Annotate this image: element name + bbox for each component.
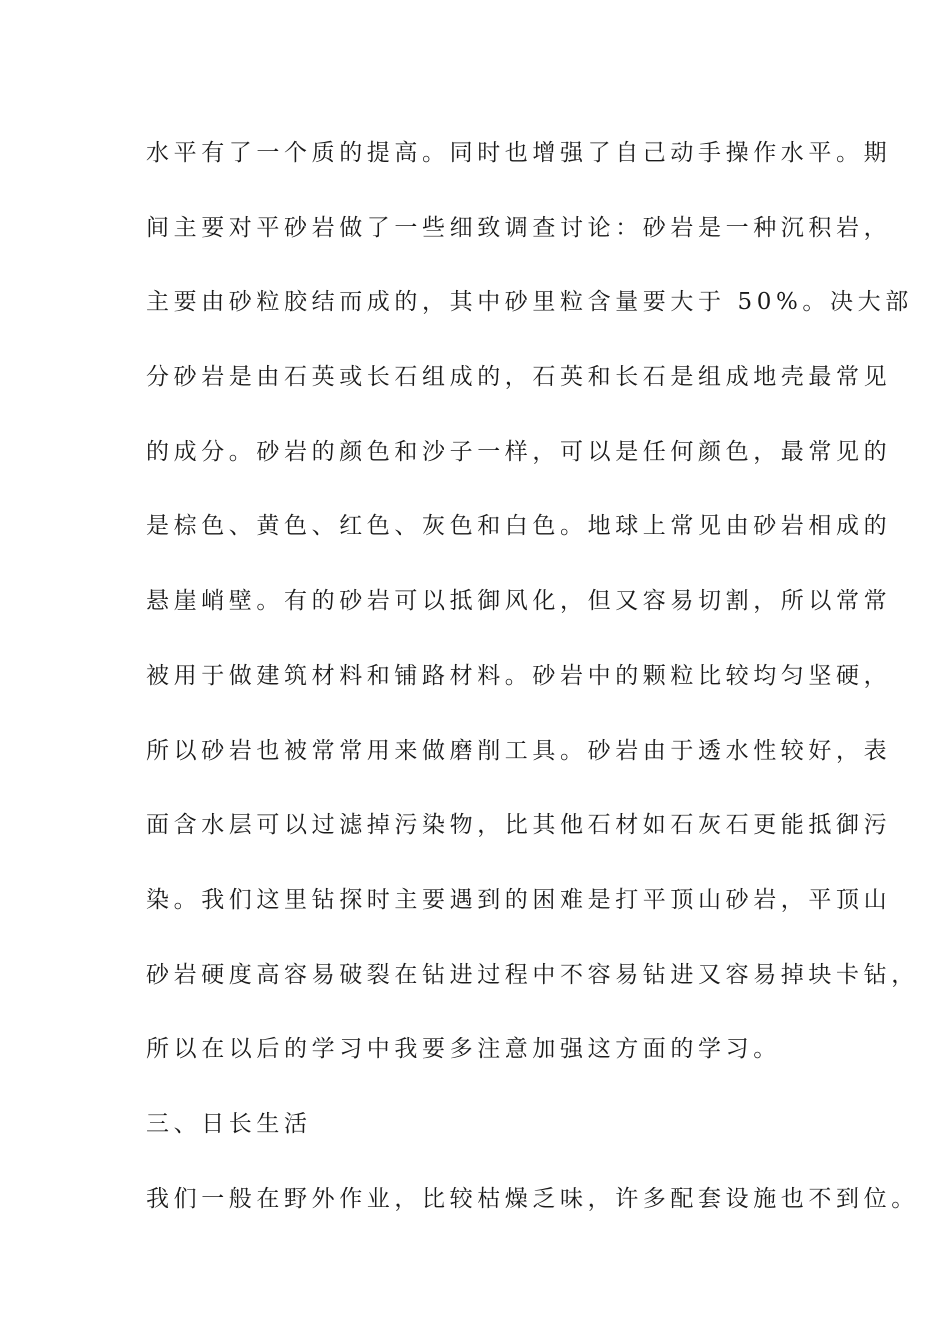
paragraph-line-13: 所以在以后的学习中我要多注意加强这方面的学习。 bbox=[146, 1036, 781, 1063]
paragraph-line-11: 染。我们这里钻探时主要遇到的困难是打平顶山砂岩，平顶山 bbox=[146, 886, 892, 913]
paragraph-line-2: 间主要对平砂岩做了一些细致调查讨论：砂岩是一种沉积岩， bbox=[146, 214, 892, 241]
paragraph-line-6: 是棕色、黄色、红色、灰色和白色。地球上常见由砂岩相成的 bbox=[146, 513, 892, 540]
paragraph-line-4: 分砂岩是由石英或长石组成的，石英和长石是组成地壳最常见 bbox=[146, 364, 892, 391]
paragraph-line-8: 被用于做建筑材料和铺路材料。砂岩中的颗粒比较均匀坚硬， bbox=[146, 662, 892, 689]
paragraph-line-7: 悬崖峭壁。有的砂岩可以抵御风化，但又容易切割，所以常常 bbox=[146, 588, 892, 615]
paragraph-line-1: 水平有了一个质的提高。同时也增强了自己动手操作水平。期 bbox=[146, 140, 892, 166]
paragraph-line-15: 我们一般在野外作业，比较枯燥乏味，许多配套设施也不到位。 bbox=[146, 1185, 919, 1212]
section-heading: 三、日长生活 bbox=[146, 1110, 312, 1137]
paragraph-line-12: 砂岩硬度高容易破裂在钻进过程中不容易钻进又容易掉块卡钻， bbox=[146, 961, 919, 988]
paragraph-line-3: 主要由砂粒胶结而成的，其中砂里粒含量要大于 50%。决大部 bbox=[146, 289, 913, 316]
paragraph-line-5: 的成分。砂岩的颜色和沙子一样，可以是任何颜色，最常见的 bbox=[146, 438, 892, 465]
paragraph-line-9: 所以砂岩也被常常用来做磨削工具。砂岩由于透水性较好，表 bbox=[146, 737, 892, 764]
paragraph-line-10: 面含水层可以过滤掉污染物，比其他石材如石灰石更能抵御污 bbox=[146, 812, 892, 839]
body-text bbox=[146, 131, 919, 1251]
